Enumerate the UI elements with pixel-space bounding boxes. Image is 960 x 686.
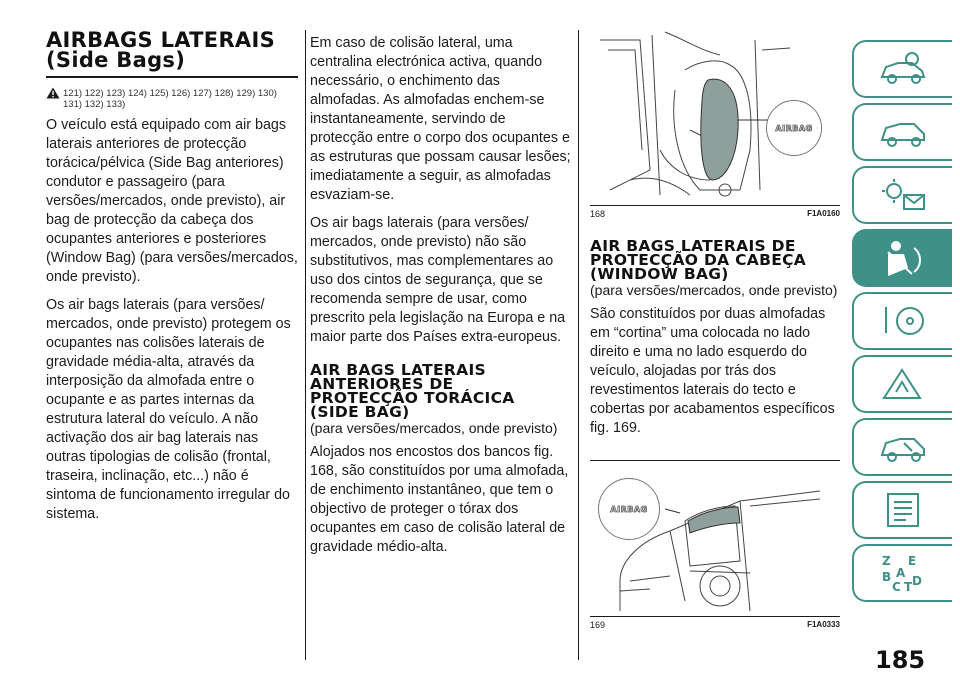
- tab-safety[interactable]: [852, 229, 952, 287]
- figure-169: [590, 460, 840, 630]
- car-info-icon: [878, 51, 928, 87]
- airbag-marker-text: AIRBAG: [610, 504, 648, 514]
- car-dashboard-icon: [878, 114, 928, 150]
- subsection-heading-window-bag: [590, 239, 840, 281]
- tab-index[interactable]: [852, 544, 952, 602]
- svg-text:A: A: [896, 566, 906, 580]
- seatbelt-airbag-icon: [878, 238, 928, 278]
- column-3: [590, 30, 840, 630]
- tab-emergency[interactable]: [852, 355, 952, 413]
- figure-caption: [590, 616, 840, 630]
- car-maintenance-icon: [878, 429, 928, 465]
- warning-triangle-icon: [46, 87, 60, 99]
- airbag-marker: [766, 100, 822, 156]
- warning-references: [46, 88, 298, 110]
- paragraph: Em caso de colisão lateral, uma centralina electrónica activa, quando necessário, o enchimento das almofadas. As almofadas enchem-se instantaneamente, servindo de protecção entre o corpo dos ocupantes e as estruturas que possam causar lesões; imediatamente a seguir, as almofadas esvaziam-se.: [310, 35, 571, 203]
- alphabetical-index-icon: [878, 553, 928, 593]
- paragraph: Os air bags laterais (para versões/ mercados, onde previsto) não são substitutivos, mas complementares ao uso dos cintos de segurança, que se recomenda sempre de usar, como prescrito pela legislação na Europa e na maior parte dos Países extra-europeus.: [310, 215, 566, 345]
- heading-line: ANTERIORES DE: [310, 375, 454, 393]
- tab-maintenance[interactable]: [852, 418, 952, 476]
- page-number: 185: [875, 646, 926, 674]
- tab-starting-driving[interactable]: [852, 292, 952, 350]
- reference-numbers: 121) 122) 123) 124) 125) 126) 127) 128) 129) 130) 131) 132) 133): [63, 88, 277, 110]
- heading-line: (SIDE BAG): [310, 403, 410, 421]
- paragraph: Alojados nos encostos dos bancos fig. 168, são constituídos por uma almofada, de enchimento instantâneo, que tem o objectivo de proteger o tórax dos ocupantes em caso de colisão lateral de gravidade médio-alta.: [310, 444, 569, 555]
- svg-text:Z: Z: [882, 554, 891, 568]
- heading-line: AIR BAGS LATERAIS: [310, 361, 486, 379]
- figure-code: F1A0333: [807, 620, 840, 629]
- section-title-line2: (Side Bags): [46, 48, 186, 72]
- column-divider: [305, 30, 306, 660]
- svg-text:C: C: [892, 580, 901, 593]
- figure-caption: [590, 205, 840, 219]
- warning-lights-icon: [878, 177, 928, 213]
- heading-line: AIR BAGS LATERAIS DE: [590, 237, 796, 255]
- svg-text:B: B: [882, 570, 892, 584]
- paragraph: São constituídos por duas almofadas em “cortina” uma colocada no lado direito e uma no lado esquerdo do veículo, alojadas por trás dos revestimentos laterais do tecto e cobertas por acabamentos específicos fig. 169.: [590, 306, 835, 436]
- figure-code: F1A0160: [807, 209, 840, 218]
- column-1: [46, 30, 298, 524]
- airbag-marker-text: AIRBAG: [775, 123, 813, 133]
- tab-car-info[interactable]: [852, 40, 952, 98]
- tab-technical-data[interactable]: [852, 481, 952, 539]
- tab-warning-lights[interactable]: [852, 166, 952, 224]
- figure-168: [590, 30, 840, 219]
- column-divider: [578, 30, 579, 660]
- tab-dashboard[interactable]: [852, 103, 952, 161]
- airbag-marker: [598, 478, 660, 540]
- figure-number: 168: [590, 209, 606, 219]
- figure-number: 169: [590, 620, 606, 630]
- paragraph: Os air bags laterais (para versões/ mercados, onde previsto) protegem os ocupantes nas colisões laterais de gravidade média-alta, através da interposição da almofada entre o ocupante e as partes internas da estrutura lateral do veículo. A não activação dos air bag laterais nas outras tipologias de colisão (frontal, traseira, inclinação, etc...) não é sintoma de funcionamento irregular do sistema.: [46, 297, 291, 522]
- chapter-tabs: [852, 40, 952, 607]
- roadside-emergency-icon: [878, 366, 928, 402]
- heading-line: PROTECÇÃO TORÁCICA: [310, 389, 515, 407]
- steering-start-icon: [878, 303, 928, 339]
- heading-note: (para versões/mercados, onde previsto): [310, 420, 558, 436]
- column-2: [310, 30, 572, 557]
- svg-text:E: E: [908, 554, 917, 568]
- svg-text:T: T: [904, 580, 913, 593]
- technical-data-icon: [878, 492, 928, 528]
- heading-line: (WINDOW BAG): [590, 265, 729, 283]
- subsection-heading-side-bag: [310, 363, 572, 419]
- section-title-line1: AIRBAGS LATERAIS: [46, 28, 276, 52]
- heading-line: PROTECÇÃO DA CABEÇA: [590, 251, 807, 269]
- paragraph: O veículo está equipado com air bags laterais anteriores de protecção torácica/pélvica (Side Bag anteriores) condutor e passageiro (para versões/mercados, onde previsto), air bag de protecção da cabeça dos ocupantes anteriores e posteriores (Window Bag) (para versões/mercados, onde previsto).: [46, 117, 298, 285]
- section-title: [46, 30, 298, 78]
- svg-text:D: D: [912, 574, 922, 588]
- heading-note: (para versões/mercados, onde previsto): [590, 282, 838, 298]
